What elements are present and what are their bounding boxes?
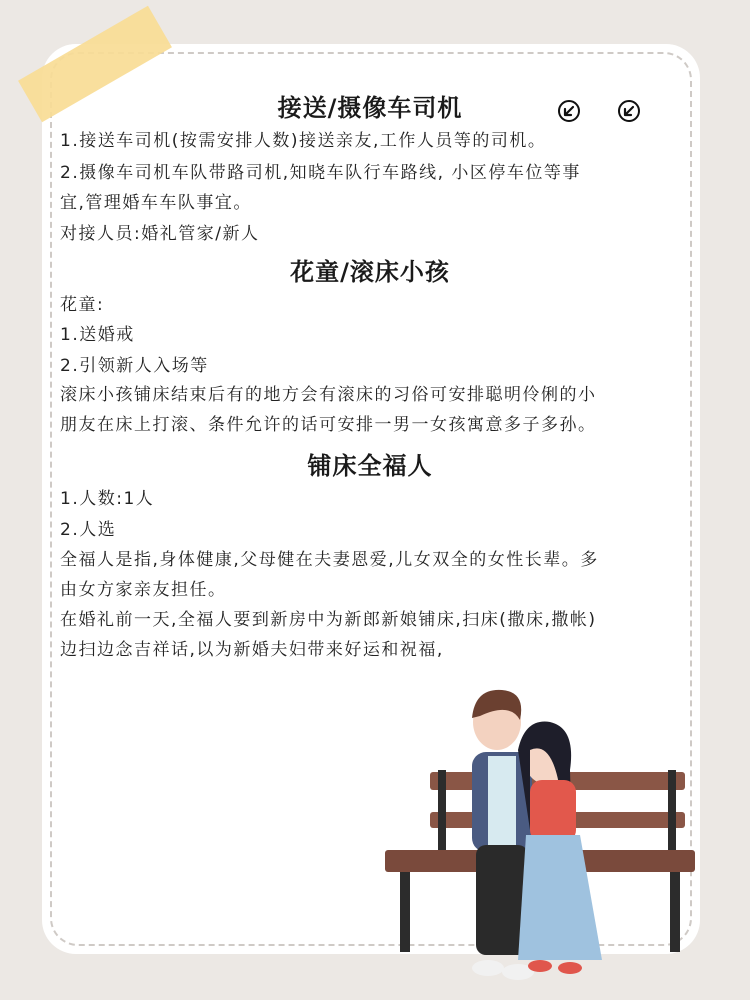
bed-line-6: 边扫边念吉祥话,以为新婚夫妇带来好运和祝福, [60,640,444,660]
bed-line-5: 在婚礼前一天,全福人要到新房中为新郎新娘铺床,扫床(撒床,撒帐) [60,610,597,630]
driver-line-1: 1.接送车司机(按需安排人数)接送亲友,工作人员等的司机。 [60,131,547,151]
flower-line-5: 朋友在床上打滚、条件允许的话可安排一男一女孩寓意多子多孙。 [60,415,597,435]
section-title-driver: 接送/摄像车司机 [277,94,463,122]
section-title-flower-child: 花童/滚床小孩 [290,258,450,286]
couple-on-bench-illustration [380,680,700,1000]
bed-line-1: 1.人数:1人 [60,489,155,509]
driver-line-2: 2.摄像车司机车队带路司机,知晓车队行车路线, 小区停车位等事 [60,163,581,183]
driver-line-3: 宜,管理婚车车队事宜。 [60,193,252,213]
flower-line-2: 1.送婚戒 [60,325,135,345]
flower-line-3: 2.引领新人入场等 [60,356,209,376]
bed-line-2: 2.人选 [60,520,117,540]
flower-line-4: 滚床小孩铺床结束后有的地方会有滚床的习俗可安排聪明伶俐的小 [60,385,597,405]
arrow-down-left-circle-icon [617,99,641,123]
flower-line-1: 花童: [60,295,105,315]
section-title-bed-maker: 铺床全福人 [307,452,433,480]
bed-line-3: 全福人是指,身体健康,父母健在夫妻恩爱,儿女双全的女性长辈。多 [60,550,599,570]
driver-contact: 对接人员:婚礼管家/新人 [60,224,260,244]
bed-line-4: 由女方家亲友担任。 [60,580,227,600]
arrow-down-left-circle-icon [557,99,581,123]
